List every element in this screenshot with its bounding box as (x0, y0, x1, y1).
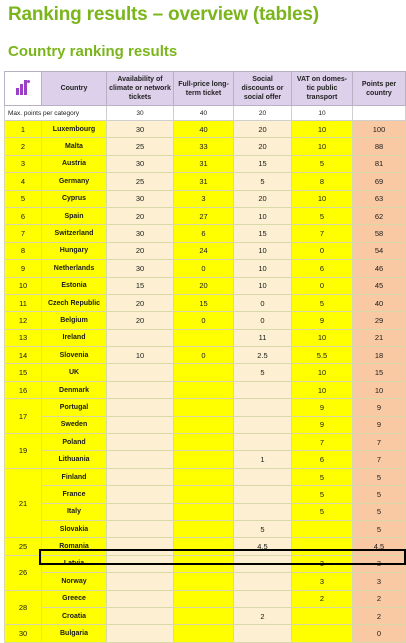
max-social: 20 (234, 106, 292, 121)
vat-cell: 9 (292, 416, 353, 433)
availability-cell (107, 329, 174, 346)
points-cell: 9 (353, 399, 406, 416)
country-cell: Lithuania (42, 451, 107, 468)
max-points-label: Max. points per category (5, 106, 107, 121)
country-cell: Portugal (42, 399, 107, 416)
vat-cell: 5 (292, 468, 353, 485)
social-cell: 2.5 (234, 347, 292, 364)
country-cell: Norway (42, 573, 107, 590)
rank-cell: 11 (5, 294, 42, 311)
country-cell: Denmark (42, 381, 107, 398)
full-price-cell (174, 555, 234, 572)
rank-cell: 14 (5, 347, 42, 364)
points-cell: 46 (353, 260, 406, 277)
table-row (5, 434, 406, 451)
rank-cell: 12 (5, 312, 42, 329)
full-price-cell: 31 (174, 173, 234, 190)
availability-cell: 15 (107, 277, 174, 294)
country-cell: Finland (42, 468, 107, 485)
table-row (5, 329, 406, 346)
country-cell: Romania (42, 538, 107, 555)
vat-cell: 6 (292, 451, 353, 468)
rank-cell: 26 (5, 555, 42, 590)
rank-cell: 15 (5, 364, 42, 381)
points-cell: 2 (353, 590, 406, 607)
points-cell: 58 (353, 225, 406, 242)
table-row (5, 225, 406, 242)
points-cell: 88 (353, 138, 406, 155)
table-row (5, 625, 406, 642)
rank-cell: 7 (5, 225, 42, 242)
country-cell: Poland (42, 434, 107, 451)
availability-cell (107, 381, 174, 398)
social-cell (234, 590, 292, 607)
table-row (5, 242, 406, 259)
country-cell: Bulgaria (42, 625, 107, 642)
table-row (5, 138, 406, 155)
availability-cell: 30 (107, 190, 174, 207)
availability-cell (107, 607, 174, 624)
points-cell: 0 (353, 625, 406, 642)
vat-cell: 3 (292, 573, 353, 590)
table-row (5, 121, 406, 138)
points-cell: 18 (353, 347, 406, 364)
vat-cell: 8 (292, 173, 353, 190)
availability-cell: 10 (107, 347, 174, 364)
full-price-cell: 33 (174, 138, 234, 155)
availability-cell (107, 364, 174, 381)
availability-cell (107, 555, 174, 572)
rank-cell: 25 (5, 538, 42, 555)
table-row (5, 468, 406, 485)
social-cell: 20 (234, 138, 292, 155)
social-cell: 4.5 (234, 538, 292, 555)
social-cell: 0 (234, 312, 292, 329)
full-price-cell (174, 329, 234, 346)
points-cell: 29 (353, 312, 406, 329)
table-row (5, 399, 406, 416)
social-cell: 15 (234, 225, 292, 242)
social-cell: 10 (234, 277, 292, 294)
rank-cell: 21 (5, 468, 42, 538)
availability-cell (107, 399, 174, 416)
availability-cell (107, 468, 174, 485)
bar-chart-logo-icon (16, 80, 30, 95)
vat-cell: 7 (292, 434, 353, 451)
full-price-cell (174, 416, 234, 433)
rank-cell: 30 (5, 625, 42, 642)
vat-cell: 3 (292, 555, 353, 572)
full-price-cell: 15 (174, 294, 234, 311)
vat-cell: 2 (292, 590, 353, 607)
country-cell: Czech Republic (42, 294, 107, 311)
max-availability: 30 (107, 106, 174, 121)
table-row (5, 277, 406, 294)
availability-cell (107, 434, 174, 451)
social-cell (234, 625, 292, 642)
table-row (5, 190, 406, 207)
vat-cell: 5 (292, 503, 353, 520)
full-price-cell (174, 538, 234, 555)
availability-cell (107, 503, 174, 520)
vat-cell: 0 (292, 277, 353, 294)
full-price-cell (174, 451, 234, 468)
points-cell: 40 (353, 294, 406, 311)
country-cell: France (42, 486, 107, 503)
vat-cell: 5 (292, 294, 353, 311)
availability-cell: 30 (107, 225, 174, 242)
social-cell: 5 (234, 173, 292, 190)
rank-cell: 6 (5, 207, 42, 224)
rank-cell: 5 (5, 190, 42, 207)
table-row (5, 607, 406, 624)
max-points-row (5, 106, 406, 121)
social-cell: 5 (234, 520, 292, 537)
full-price-cell (174, 607, 234, 624)
country-cell: Luxembourg (42, 121, 107, 138)
vat-cell: 10 (292, 381, 353, 398)
rank-cell: 1 (5, 121, 42, 138)
availability-cell: 25 (107, 173, 174, 190)
social-cell: 10 (234, 260, 292, 277)
rank-cell: 2 (5, 138, 42, 155)
rank-cell: 3 (5, 155, 42, 172)
vat-cell: 10 (292, 329, 353, 346)
points-cell: 3 (353, 573, 406, 590)
social-cell (234, 381, 292, 398)
vat-cell: 5.5 (292, 347, 353, 364)
vat-cell: 9 (292, 399, 353, 416)
vat-cell: 9 (292, 312, 353, 329)
points-cell: 3 (353, 555, 406, 572)
full-price-cell (174, 399, 234, 416)
availability-cell (107, 538, 174, 555)
table-row (5, 207, 406, 224)
points-cell: 5 (353, 520, 406, 537)
rank-cell: 9 (5, 260, 42, 277)
country-cell: Estonia (42, 277, 107, 294)
country-cell: Cyprus (42, 190, 107, 207)
full-price-cell (174, 364, 234, 381)
table-row (5, 381, 406, 398)
vat-cell: 10 (292, 364, 353, 381)
social-cell: 5 (234, 364, 292, 381)
social-cell: 20 (234, 190, 292, 207)
country-cell: Belgium (42, 312, 107, 329)
points-cell: 100 (353, 121, 406, 138)
vat-cell (292, 538, 353, 555)
table-row (5, 364, 406, 381)
social-cell: 1 (234, 451, 292, 468)
full-price-cell: 27 (174, 207, 234, 224)
table-row (5, 347, 406, 364)
table-row (5, 520, 406, 537)
header-social: Social discounts or social offer (234, 72, 292, 106)
vat-cell: 7 (292, 225, 353, 242)
max-points-total (353, 106, 406, 121)
full-price-cell: 20 (174, 277, 234, 294)
availability-cell (107, 416, 174, 433)
full-price-cell (174, 434, 234, 451)
availability-cell: 30 (107, 260, 174, 277)
table-row (5, 451, 406, 468)
full-price-cell: 0 (174, 312, 234, 329)
page-title: Ranking results – overview (tables) (8, 4, 319, 25)
availability-cell (107, 590, 174, 607)
rank-cell: 28 (5, 590, 42, 625)
vat-cell (292, 625, 353, 642)
points-cell: 81 (353, 155, 406, 172)
points-cell: 5 (353, 486, 406, 503)
social-cell (234, 503, 292, 520)
availability-cell (107, 486, 174, 503)
table-row (5, 260, 406, 277)
logo-header-cell (5, 72, 42, 106)
availability-cell: 20 (107, 207, 174, 224)
full-price-cell (174, 381, 234, 398)
points-cell: 9 (353, 416, 406, 433)
country-cell: Austria (42, 155, 107, 172)
social-cell (234, 555, 292, 572)
points-cell: 63 (353, 190, 406, 207)
social-cell (234, 573, 292, 590)
table-row (5, 538, 406, 555)
country-cell: Slovakia (42, 520, 107, 537)
full-price-cell: 0 (174, 347, 234, 364)
table-row (5, 294, 406, 311)
points-cell: 62 (353, 207, 406, 224)
full-price-cell: 40 (174, 121, 234, 138)
vat-cell: 5 (292, 207, 353, 224)
points-cell: 21 (353, 329, 406, 346)
vat-cell (292, 607, 353, 624)
rank-cell: 17 (5, 399, 42, 434)
vat-cell (292, 520, 353, 537)
points-cell: 5 (353, 503, 406, 520)
full-price-cell: 6 (174, 225, 234, 242)
full-price-cell (174, 486, 234, 503)
table-row (5, 416, 406, 433)
vat-cell: 10 (292, 121, 353, 138)
max-full-price: 40 (174, 106, 234, 121)
full-price-cell: 0 (174, 260, 234, 277)
social-cell: 15 (234, 155, 292, 172)
country-cell: UK (42, 364, 107, 381)
social-cell (234, 434, 292, 451)
points-cell: 69 (353, 173, 406, 190)
rank-cell: 8 (5, 242, 42, 259)
header-country: Country (42, 72, 107, 106)
social-cell (234, 416, 292, 433)
country-cell: Greece (42, 590, 107, 607)
social-cell: 10 (234, 207, 292, 224)
table-row (5, 590, 406, 607)
rank-cell: 4 (5, 173, 42, 190)
ranking-table (4, 71, 406, 643)
max-vat: 10 (292, 106, 353, 121)
social-cell: 11 (234, 329, 292, 346)
vat-cell: 5 (292, 486, 353, 503)
country-cell: Croatia (42, 607, 107, 624)
country-cell: Sweden (42, 416, 107, 433)
table-row (5, 573, 406, 590)
full-price-cell (174, 468, 234, 485)
full-price-cell (174, 590, 234, 607)
social-cell (234, 486, 292, 503)
ranking-table-container (4, 71, 405, 643)
availability-cell (107, 451, 174, 468)
rank-cell: 10 (5, 277, 42, 294)
table-row (5, 312, 406, 329)
points-cell: 7 (353, 451, 406, 468)
country-cell: Ireland (42, 329, 107, 346)
country-cell: Italy (42, 503, 107, 520)
full-price-cell: 24 (174, 242, 234, 259)
country-cell: Spain (42, 207, 107, 224)
points-cell: 54 (353, 242, 406, 259)
rank-cell: 16 (5, 381, 42, 398)
points-cell: 2 (353, 607, 406, 624)
full-price-cell: 31 (174, 155, 234, 172)
table-row (5, 555, 406, 572)
header-full-price: Full-price long-term ticket (174, 72, 234, 106)
rank-cell: 19 (5, 434, 42, 469)
vat-cell: 6 (292, 260, 353, 277)
vat-cell: 10 (292, 138, 353, 155)
availability-cell (107, 573, 174, 590)
points-cell: 4.5 (353, 538, 406, 555)
table-row (5, 155, 406, 172)
full-price-cell: 3 (174, 190, 234, 207)
availability-cell (107, 520, 174, 537)
full-price-cell (174, 503, 234, 520)
points-cell: 5 (353, 468, 406, 485)
full-price-cell (174, 573, 234, 590)
points-cell: 7 (353, 434, 406, 451)
table-row (5, 173, 406, 190)
country-cell: Switzerland (42, 225, 107, 242)
social-cell (234, 468, 292, 485)
table-row (5, 486, 406, 503)
availability-cell: 20 (107, 312, 174, 329)
availability-cell: 20 (107, 294, 174, 311)
availability-cell: 30 (107, 121, 174, 138)
social-cell: 10 (234, 242, 292, 259)
availability-cell (107, 625, 174, 642)
vat-cell: 0 (292, 242, 353, 259)
social-cell: 20 (234, 121, 292, 138)
table-row (5, 503, 406, 520)
full-price-cell (174, 520, 234, 537)
country-cell: Malta (42, 138, 107, 155)
availability-cell: 20 (107, 242, 174, 259)
social-cell: 0 (234, 294, 292, 311)
availability-cell: 25 (107, 138, 174, 155)
country-cell: Hungary (42, 242, 107, 259)
country-cell: Netherlands (42, 260, 107, 277)
full-price-cell (174, 625, 234, 642)
header-availability: Availability of climate or network tickets (107, 72, 174, 106)
vat-cell: 5 (292, 155, 353, 172)
points-cell: 15 (353, 364, 406, 381)
social-cell: 2 (234, 607, 292, 624)
social-cell (234, 399, 292, 416)
section-title: Country ranking results (8, 43, 178, 60)
country-cell: Germany (42, 173, 107, 190)
availability-cell: 30 (107, 155, 174, 172)
header-row (5, 72, 406, 106)
points-cell: 45 (353, 277, 406, 294)
header-points: Points per country (353, 72, 406, 106)
country-cell: Latvia (42, 555, 107, 572)
country-cell: Slovenia (42, 347, 107, 364)
vat-cell: 10 (292, 190, 353, 207)
points-cell: 10 (353, 381, 406, 398)
rank-cell: 13 (5, 329, 42, 346)
header-vat: VAT on domes-tic public transport (292, 72, 353, 106)
